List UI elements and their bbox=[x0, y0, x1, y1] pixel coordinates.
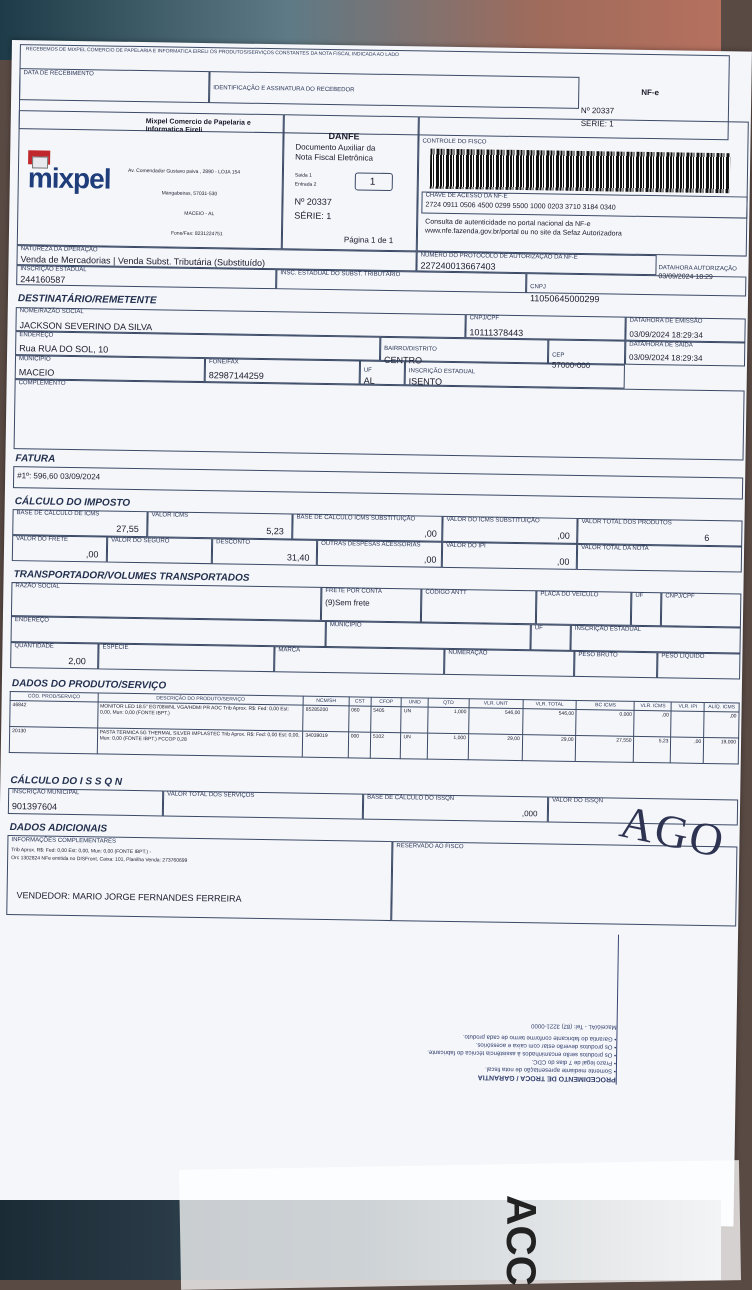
info-line-1: Trib Aprox. R$: Fed: 0,00 Est: 0,00, Mun: 0,00 (FONTE IBPT.) - bbox=[11, 847, 152, 856]
seguro-label: VALOR DO SEGURO bbox=[111, 537, 170, 545]
base-icms-label: BASE DE CÁLCULO DE ICMS bbox=[16, 510, 100, 518]
cell-ncm: 85285200 bbox=[303, 705, 349, 732]
identificacao-label: IDENTIFICAÇÃO E ASSINATURA DO RECEBEDOR bbox=[213, 85, 355, 94]
col-bc-icms: BC ICMS bbox=[577, 700, 635, 710]
chave-acesso-label: CHAVE DE ACESSO DA NF-E bbox=[425, 192, 508, 200]
dest-municipio: MACEIO bbox=[18, 367, 55, 378]
cnpj-value: 11050645000299 bbox=[529, 293, 600, 305]
total-nota-label: VALOR TOTAL DA NOTA bbox=[581, 545, 649, 553]
outras-label: OUTRAS DESPESAS ACESSÓRIAS bbox=[321, 540, 421, 549]
col-vlr-unit: VLR. UNIT bbox=[469, 699, 523, 709]
stamp-line: • Somente mediante apresentação de nota fiscal. bbox=[484, 1065, 616, 1074]
total-prod: 6 bbox=[704, 532, 710, 544]
mixpel-logo: mixpel bbox=[28, 150, 134, 192]
cell-cst: 000 bbox=[348, 732, 371, 758]
stamp-line: • Garantia do fabricante conforme termo de cada produto. bbox=[462, 1033, 617, 1042]
cell-vlr-unit: 546,00 bbox=[469, 708, 523, 735]
dest-endereco-label: ENDEREÇO bbox=[19, 332, 54, 339]
produtos-section-title: DADOS DO PRODUTO/SERVIÇO bbox=[11, 678, 167, 692]
transp-ie-label: INSCRIÇÃO ESTADUAL bbox=[574, 625, 642, 633]
canhoto-nfe-label: NF-e bbox=[641, 87, 660, 98]
base-st-label: BASE DE CALCULO ICMS SUBSTITUIÇÃO bbox=[296, 514, 416, 523]
danfe-serie: SÉRIE: 1 bbox=[294, 210, 332, 222]
cell-unid: UN bbox=[401, 733, 428, 759]
stamp-line: • Prazo legal de 7 dias do CDC. bbox=[531, 1058, 617, 1066]
natureza-value: Venda de Mercadorias | Venda Subst. Tributária (Substituído) bbox=[20, 254, 266, 269]
cell-qtd: 1,000 bbox=[427, 707, 469, 734]
danfe-saida: Saida 1 bbox=[294, 172, 312, 179]
cell-codigo: 20130 bbox=[9, 727, 97, 754]
stamp-line: • Os produtos serão encaminhados à assistência técnica do fabricante. bbox=[427, 1048, 617, 1058]
danfe-title: DANFE bbox=[328, 130, 360, 142]
adicionais-section-title: DADOS ADICIONAIS bbox=[9, 822, 108, 835]
col-descricao: DESCRIÇÃO DO PRODUTO/SERVIÇO bbox=[98, 693, 304, 705]
canhoto-nfe-numero: Nº 20337 bbox=[580, 105, 615, 116]
warranty-stamp bbox=[396, 931, 619, 1084]
emitente-name: Mixpel Comercio de Papelaria e Informatica Eireli bbox=[145, 118, 251, 135]
info-line-2: Orc 1302824 NFe emitida no DISFront, Caixa: 101, Planilha Venda: 273760699 bbox=[11, 855, 188, 864]
col-unid: UNID bbox=[401, 698, 427, 707]
desconto: 31,40 bbox=[286, 552, 310, 563]
danfe-numero: Nº 20337 bbox=[294, 196, 332, 208]
cell-bc-icms: 0,000 bbox=[576, 709, 634, 736]
dest-emissao: 03/09/2024 18:29:34 bbox=[629, 329, 703, 340]
dest-complemento-field bbox=[14, 379, 745, 460]
transp-cnpj-label: CNPJ/CPF bbox=[665, 593, 695, 600]
cell-bc-icms: 27,550 bbox=[576, 735, 634, 762]
dest-uf-label: UF bbox=[363, 367, 372, 374]
issqn-valor-label: VALOR DO ISSQN bbox=[552, 797, 604, 805]
cell-vlr-total: 29,00 bbox=[522, 735, 576, 762]
emitente-neighborhood: Mangabeiras, 57031-530 bbox=[161, 190, 218, 198]
chave-acesso: 2724 0911 0506 4500 0299 5500 1000 0203 3710 3184 0340 bbox=[425, 201, 616, 212]
info-complementares-label: INFORMAÇÕES COMPLEMENTARES bbox=[11, 837, 117, 845]
issqn-inscricao: 901397604 bbox=[11, 801, 58, 812]
issqn-servicos-label: VALOR TOTAL DOS SERVIÇOS bbox=[167, 791, 255, 799]
col-codigo: CÓD. PROD/SERVIÇO bbox=[10, 692, 98, 702]
cell-aliq-icms: ,00 bbox=[704, 711, 739, 738]
stamp-footer: Maceió/AL - Tel: (82) 3221-0000 bbox=[531, 1022, 617, 1030]
danfe-subtitle-1: Documento Auxiliar da bbox=[295, 142, 376, 153]
canhoto-nfe-serie: SÉRIE: 1 bbox=[580, 118, 614, 129]
emitente-city: MACEIO - AL bbox=[184, 210, 215, 218]
transp-especie-label: ESPÉCIE bbox=[102, 644, 129, 651]
transp-frete-label: FRETE POR CONTA bbox=[325, 587, 382, 595]
col-vlr-total: VLR. TOTAL bbox=[523, 700, 577, 710]
cell-vlr-ipi bbox=[671, 711, 704, 738]
cell-codigo: 46842 bbox=[10, 701, 98, 728]
cell-unid: UN bbox=[401, 707, 428, 733]
consulta-line-1: Consulta de autenticidade no portal nacional da NF-e bbox=[425, 218, 591, 229]
col-aliq-icms: ALÍQ. ICMS bbox=[704, 702, 739, 712]
cell-aliq-icms: 19,000 bbox=[703, 737, 738, 764]
transp-peso-liquido-label: PESO LÍQUIDO bbox=[661, 653, 705, 660]
dest-cep: 57000-000 bbox=[551, 360, 591, 371]
dest-cep-label: CEP bbox=[552, 352, 565, 359]
dest-nome: JACKSON SEVERINO DA SILVA bbox=[19, 320, 153, 333]
danfe-pagina: Página 1 de 1 bbox=[343, 235, 394, 246]
dest-bairro-label: BAIRRO/DISTRITO bbox=[384, 345, 437, 353]
transp-razao-label: RAZÃO SOCIAL bbox=[15, 583, 60, 590]
ie-st-label: INSC. ESTADUAL DO SUBST. TRIBUTÁRIO bbox=[280, 270, 401, 279]
transp-quantidade: 2,00 bbox=[68, 655, 86, 667]
ipi-label: VALOR DO IPI bbox=[446, 542, 486, 550]
transp-endereco-label: ENDEREÇO bbox=[14, 617, 49, 624]
dest-endereco: Rua RUA DO SOL, 10 bbox=[19, 343, 109, 355]
fatura-text: #1º: 596,60 03/09/2024 bbox=[17, 471, 101, 482]
dest-cpf: 10111378443 bbox=[469, 327, 524, 339]
ie-value: 244160587 bbox=[20, 274, 66, 285]
cell-vlr-unit: 29,00 bbox=[468, 734, 522, 761]
dest-cpf-label: CNPJ/CPF bbox=[469, 315, 500, 322]
dest-bairro: CENTRO bbox=[383, 354, 423, 366]
transp-placa-label: PLACA DO VEÍCULO bbox=[540, 591, 599, 599]
cnpj-label: CNPJ bbox=[530, 284, 546, 291]
issqn-base-label: BASE DE CÁLCULO DO ISSQN bbox=[367, 794, 455, 803]
barcode bbox=[430, 149, 731, 194]
valor-st: ,00 bbox=[557, 530, 570, 541]
cell-vlr-icms: 5,23 bbox=[634, 736, 671, 763]
produtos-table bbox=[9, 691, 740, 764]
dest-fone: 82987144259 bbox=[208, 370, 264, 381]
danfe-document bbox=[0, 40, 752, 1226]
base-st: ,00 bbox=[424, 528, 437, 539]
cell-vlr-total: 546,00 bbox=[522, 709, 576, 736]
transp-frete: (9)Sem frete bbox=[325, 597, 370, 608]
cell-cst: 060 bbox=[348, 706, 371, 732]
transp-uf2-label: UF bbox=[534, 625, 543, 632]
transp-numeracao-label: NUMERAÇÃO bbox=[448, 649, 488, 657]
dest-saida-label: DATA/HORA DE SAÍDA bbox=[629, 341, 693, 349]
imposto-section-title: CÁLCULO DO IMPOSTO bbox=[14, 496, 131, 509]
protocolo-label: NÚMERO DO PROTOCOLO DE AUTORIZAÇÃO DA NF-E bbox=[420, 252, 578, 261]
stamp-line: • Os produtos deverão estar com caixa e acessórios. bbox=[475, 1041, 617, 1050]
danfe-subtitle-2: Nota Fiscal Eletrônica bbox=[295, 152, 374, 163]
transp-municipio-label: MUNICÍPIO bbox=[329, 622, 362, 629]
cell-vlr-icms: ,00 bbox=[634, 710, 671, 737]
col-ncm: NCM/SH bbox=[303, 696, 348, 706]
desconto-label: DESCONTO bbox=[216, 539, 251, 546]
cell-descricao: PASTA TERMICA 5G THERMAL SILVER IMPLASTEC Trib Aprox. R$: Fed: 0,00 Est: 0,00, Mun: 0,00 (FONTE IBPT.) FCCOP 0,28 bbox=[97, 728, 303, 757]
cell-cfop: 5102 bbox=[370, 732, 401, 758]
transp-peso-bruto-label: PESO BRUTO bbox=[578, 651, 618, 659]
danfe-tipo: 1 bbox=[369, 176, 376, 188]
fatura-field bbox=[13, 466, 743, 499]
plastic-bag-overlay bbox=[179, 1160, 741, 1290]
issqn-section-title: CÁLCULO DO I S S Q N bbox=[10, 775, 123, 788]
ipi: ,00 bbox=[556, 556, 570, 567]
transp-marca-label: MARCA bbox=[278, 647, 301, 654]
pago-stamp-text: AGO bbox=[615, 795, 730, 868]
base-icms: 27,55 bbox=[116, 523, 139, 535]
cell-ncm: 34039019 bbox=[303, 731, 349, 758]
valor-icms: 5,23 bbox=[266, 526, 284, 537]
transportador-section-title: TRANSPORTADOR/VOLUMES TRANSPORTADOS bbox=[13, 569, 250, 584]
transp-quantidade-label: QUANTIDADE bbox=[14, 643, 54, 650]
transp-antt-label: CÓDIGO ANTT bbox=[425, 589, 467, 597]
canhoto-receipt-text: RECEBEMOS DE MIXPEL COMERCIO DE PAPELARIA E INFORMATICA EIRELI OS PRODUTOS/SERVIÇOS CONSTANTES DA NOTA FISCAL INDICADA AO LADO bbox=[25, 46, 399, 59]
dest-emissao-label: DATA/HORA DE EMISSÃO bbox=[629, 317, 703, 325]
danfe-entrada: Entrada 2 bbox=[294, 181, 317, 188]
vendedor: VENDEDOR: MARIO JORGE FERNANDES FERREIRA bbox=[16, 890, 242, 904]
dest-nome-label: NOME/RAZÃO SOCIAL bbox=[19, 308, 84, 316]
col-qtd: QTD bbox=[428, 698, 469, 708]
col-vlr-icms: VLR. ICMS bbox=[635, 701, 672, 711]
cell-vlr-ipi: ,00 bbox=[671, 737, 704, 764]
col-cst: CST bbox=[349, 697, 371, 706]
reservado-fisco-label: RESERVADO AO FISCO bbox=[396, 843, 464, 851]
protocolo-value: 227240013667403 bbox=[420, 260, 496, 272]
outras: ,00 bbox=[423, 554, 437, 565]
frete: ,00 bbox=[85, 549, 99, 560]
controle-fisco-label: CONTROLE DO FISCO bbox=[422, 138, 487, 146]
fatura-section-title: FATURA bbox=[15, 453, 56, 465]
consulta-line-2: www.nfe.fazenda.gov.br/portal ou no site da Sefaz Autorizadora bbox=[424, 227, 622, 238]
dest-complemento-label: COMPLEMENTO bbox=[18, 380, 66, 387]
col-vlr-ipi: VLR. IPI bbox=[671, 702, 704, 712]
stamp-title: PROCEDIMENTO DE TROCA / GARANTIA bbox=[477, 1073, 616, 1083]
cell-qtd: 1,000 bbox=[427, 733, 469, 760]
dest-uf: AL bbox=[363, 375, 375, 386]
total-prod-label: VALOR TOTAL DOS PRODUTOS bbox=[581, 519, 672, 527]
data-recebimento-label: DATA DE RECEBIMENTO bbox=[23, 70, 94, 78]
dest-ie-label: INSCRIÇÃO ESTADUAL bbox=[408, 368, 476, 376]
data-autorizacao-label: DATA/HORA AUTORIZAÇÃO bbox=[658, 265, 737, 273]
frete-label: VALOR DO FRETE bbox=[16, 536, 69, 543]
destinatario-section-title: DESTINATÁRIO/REMETENTE bbox=[17, 293, 157, 307]
dest-municipio-label: MUNICÍPIO bbox=[18, 356, 51, 363]
emitente-phone: Fone/Fax: 8231224751 bbox=[170, 230, 223, 238]
valor-st-label: VALOR DO ICMS SUBSTITUIÇÃO bbox=[446, 516, 540, 525]
ie-label: INSCRIÇÃO ESTADUAL bbox=[20, 266, 87, 274]
data-autorizacao: 03/09/2024 18:29 bbox=[658, 273, 713, 282]
issqn-base: ,000 bbox=[521, 809, 538, 819]
col-cfop: CFOP bbox=[371, 697, 402, 706]
issqn-inscricao-label: INSCRIÇÃO MUNICIPAL bbox=[12, 789, 80, 797]
dest-fone-label: FONE/FAX bbox=[208, 359, 239, 366]
dest-ie: ISENTO bbox=[408, 376, 443, 387]
valor-icms-label: VALOR ICMS bbox=[151, 512, 189, 519]
cell-cfop: 5405 bbox=[370, 706, 401, 732]
emitente-address: Av. Comendador Gustavo paiva , 2890 - LOJA 154 bbox=[127, 167, 241, 176]
cell-descricao: MONITOR LED 18.5" EG708WNL VGA/HDMI PR AOC Trib Aprox. R$: Fed: 0,00 Est: 0,00, Mun: 0,00 (FONTE IBPT.) bbox=[97, 702, 303, 731]
dest-saida: 03/09/2024 18:29:34 bbox=[629, 352, 703, 363]
plastic-bag-text: ACC bbox=[498, 1195, 545, 1286]
transp-uf-label: UF bbox=[635, 592, 644, 599]
natureza-label: NATUREZA DA OPERAÇÃO bbox=[20, 246, 98, 254]
